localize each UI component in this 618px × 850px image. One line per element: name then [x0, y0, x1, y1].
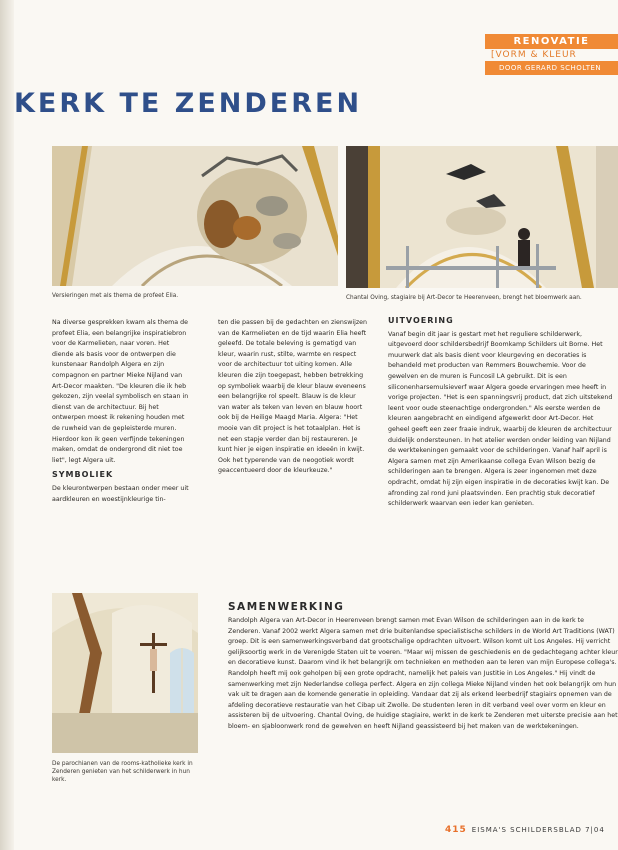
article-title: KERK TE ZENDEREN — [14, 88, 363, 119]
heading-samenwerking: SAMENWERKING — [228, 601, 345, 613]
page-spine — [0, 0, 14, 850]
article-author: DOOR GERARD SCHOLTEN — [485, 62, 618, 75]
column1-paragraph-2: De kleurontwerpen bestaan onder meer uit aardkleuren en woestijnkleurige tin- — [52, 484, 189, 503]
heading-symboliek: SYMBOLIEK — [52, 470, 114, 480]
photo-elia-decoration — [52, 146, 338, 286]
photo-painter-at-work — [346, 146, 618, 288]
column-3 — [388, 316, 614, 510]
section-category: RENOVATIE — [485, 34, 618, 49]
page-number: 415 — [445, 825, 467, 835]
column3-paragraph: Vanaf begin dit jaar is gestart met het reguliere schilderwerk, uitgevoerd door schildersbedrijf Boomkamp Schilders uit Borne. Het muurwerk dat als basis dient voor kleurgeving en decoraties is behandeld met producten van Remmers Bouwchemie. Voor de gewelven en de muren is Funcosil LA gebruikt. Dit is een siliconenharsemulsieverf waar Algera goede ervaringen mee heeft in vorige projecten. "Het is een spanningsvrij product, dat zich uitstekend leent voor oude steenachtige ondergronden." Als eerste werden de kleuren aangebracht en eindigend afgewerkt door Art-Decor. Het geheel geeft een zeer fraaie indruk, waarbij de kleuren de architectuur duidelijk ondersteunen. In het atelier werden onder leiding van Nijland de werktekeningen gemaakt voor de schilderingen. Vanaf half april is Algera samen met zijn Amerikaanse collega Evan Wilson bezig de schilderingen aan te brengen. Algera is zeer ingenomen met deze opdracht, omdat hij zijn eigen inspiratie in de decoraties kwijt kan. De afronding zal rond juni plaatsvinden. Een prachtig stuk decoratief schilderwerk waarvan een ieder kan genieten. — [388, 330, 613, 508]
samenwerking-column — [228, 616, 618, 733]
section-tag — [485, 34, 618, 76]
column2-paragraph: ten die passen bij de gedachten en zienswijzen van de Karmelieten en de tijd waarin Elia heeft geleefd. De totale beleving is gematigd van kleur, waarin rust, stilte, warmte en respect voor de architectuur tot uiting komen. Alle kleuren die zijn toegepast, hebben betrekking op symboliek waarbij de kleur blauw eveneens een belangrijke rol speelt. Blauw is de kleur van water als teken van leven en blauw hoort ook bij de Heilige Maagd Maria. Algera: "Het mooie van dit project is het totaalplan. Het is net een stapje verder dan bij restaureren. Je kunt hier je eigen inspiratie en ideeën in kwijt. Ook het typerende van de neogotiek wordt geaccentueerd door de kleurkeuze." — [218, 319, 368, 475]
section-subtitle: [VORM & KLEUR — [485, 49, 618, 62]
column1-paragraph: Na diverse gesprekken kwam als thema de profeet Elia, een belangrijke inspiratiebron voor de Karmelieten, naar voren. Het diende als basis voor de ontwerpen die kunstenaar Randolph Algera en zijn compagnon en partner Mieke Nijland van Art-Decor maakten. "De kleuren die ik heb gekozen, zijn veelal symbolisch en staan in dienst van de architectuur. Bij het ontwerpen moest ik rekening houden met de ruwheid van de gepleisterde muren. Hierdoor kon ik geen verfijnde tekeningen maken, omdat de ondergrond dit niet toe liet", legt Algera uit. — [52, 319, 189, 464]
caption-photo3: De parochianen van de rooms-katholieke kerk in Zenderen genieten van het schilderwerk in hun kerk. — [52, 761, 193, 783]
column-2 — [218, 318, 368, 477]
photo-church-interior — [52, 593, 198, 753]
heading-uitvoering: UITVOERING — [388, 316, 454, 325]
column-1 — [52, 318, 192, 505]
caption-photo1: Versieringen met als thema de profeet Elia. — [52, 293, 179, 299]
caption-photo2: Chantal Oving, stagiaire bij Art-Decor te Heerenveen, brengt het bloemwerk aan. — [346, 295, 582, 301]
page-footer — [445, 825, 605, 835]
samenwerking-paragraph: Randolph Algera van Art-Decor in Heerenveen brengt samen met Evan Wilson de schilderingen aan in de kerk te Zenderen. Vanaf 2002 werkt Algera samen met drie buitenlandse specialistische schilders in de World Art Traditions (WAT) groep. Dit is een samenwerkingsverband dat grootschalige opdrachten uitvoert. Wilson komt uit Los Angeles. Hij verricht gelijksoortig werk in de Verenigde Staten uit te voeren. "Maar wij missen de geschiedenis en de gedachtegang achter kleur en decoratieve kunst. Daarom vind ik het belangrijk om technieken en methoden aan te leren van mijn Europese collega's. Randolph heeft mij ook geholpen bij een grote opdracht, namelijk het paleis van Justitie in Los Angeles." Hij vindt de samenwerking met zijn Nederlandse collega perfect. Algera en zijn collega Mieke Nijland vinden het ook belangrijk om hun vak uit te dragen aan de komende generatie in opleiding. Vandaar dat zij als erkend leerbedrijf stagiairs opnemen van de afdeling decoratieve restauratie van het Cibap uit Zwolle. De studenten leren in dit verband veel over vorm en kleur en assisteren bij de uitvoering. Chantal Oving, de huidige stagiaire, werkt in de kerk te Zenderen met uiterste precisie aan het bloem- en sjabloonwerk rond de gewelven en heeft Nijland geassisteerd bij het maken van de werktekeningen. — [228, 617, 618, 730]
magazine-name: EISMA'S SCHILDERSBLAD 7|04 — [471, 826, 605, 834]
